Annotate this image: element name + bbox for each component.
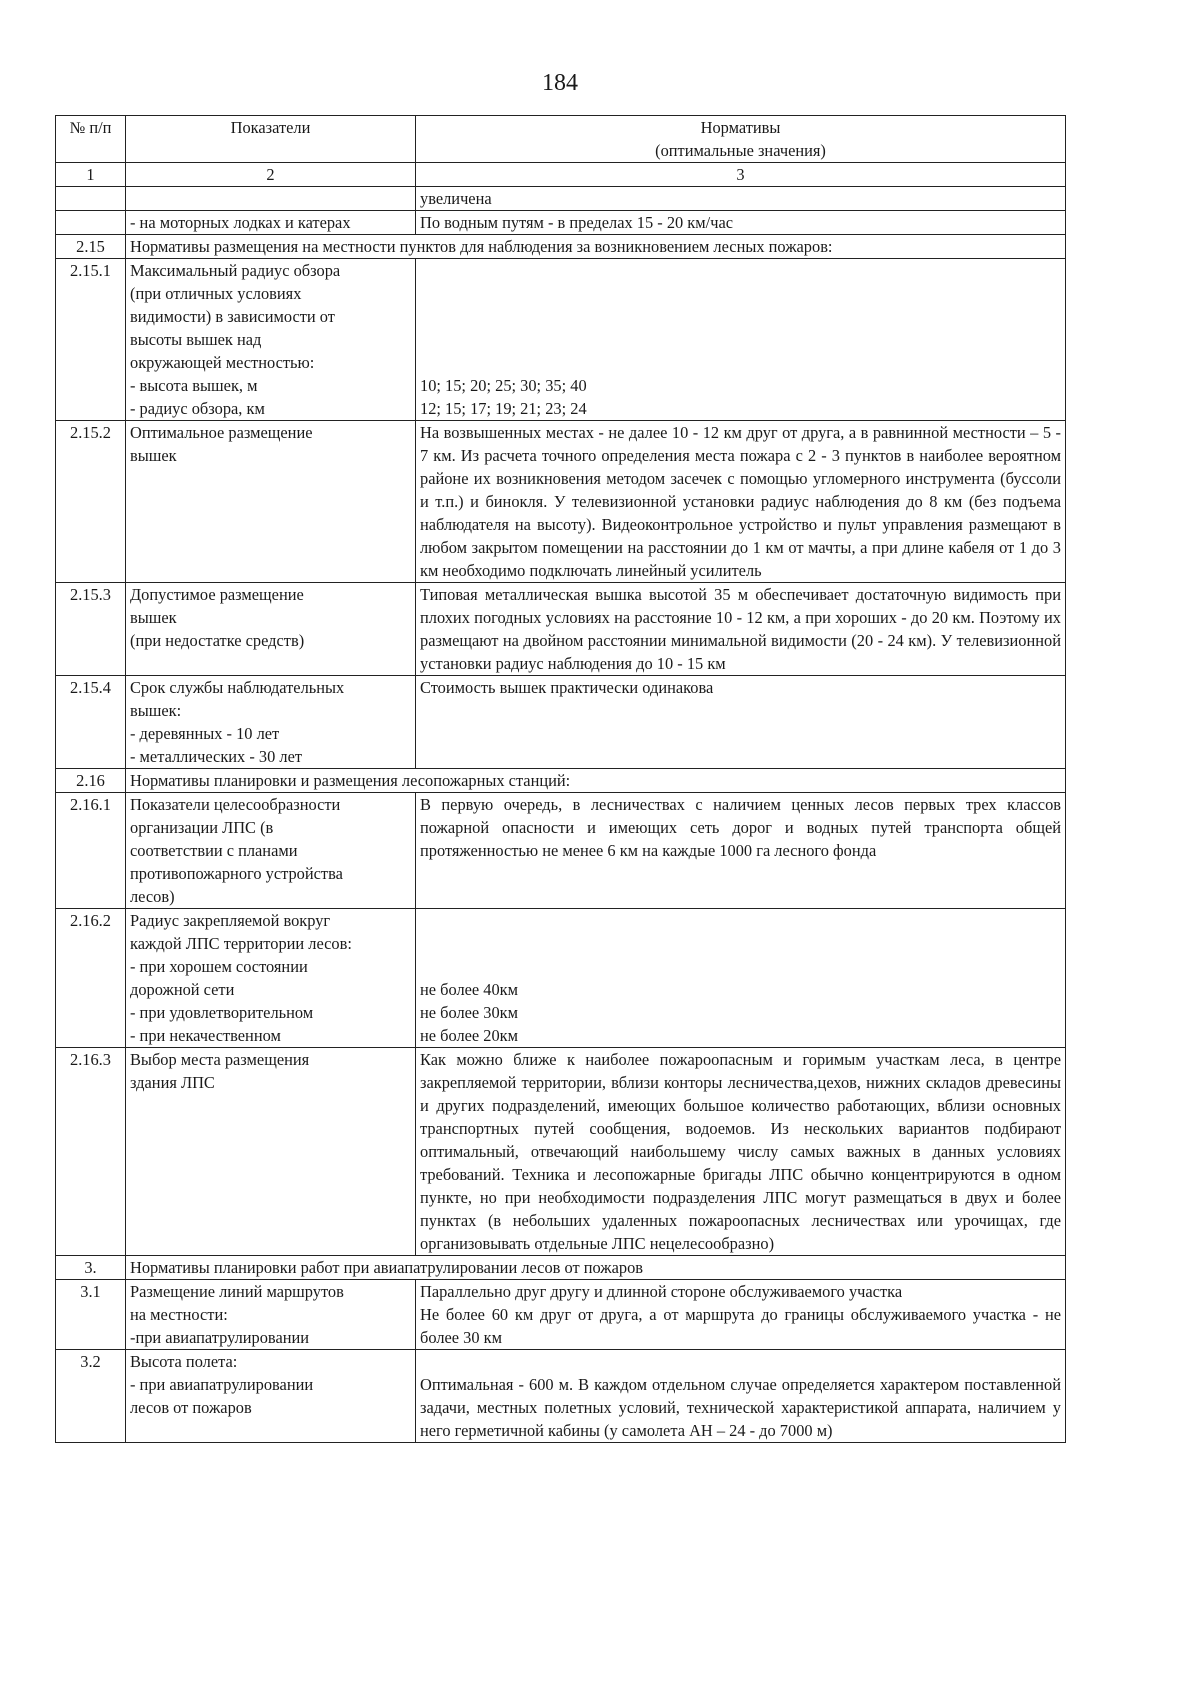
row-number bbox=[56, 187, 126, 211]
indicator-line: соответствии с планами bbox=[130, 841, 298, 860]
indicator-line: здания ЛПС bbox=[130, 1073, 215, 1092]
row-indicator: - на моторных лодках и катерах bbox=[126, 211, 416, 235]
table-row bbox=[56, 583, 1066, 676]
header-col-num: № п/п bbox=[56, 116, 126, 163]
row-number: 2.15.1 bbox=[56, 259, 126, 421]
indicator-line: вышек bbox=[130, 446, 177, 465]
indicator-line: высоты вышек над bbox=[130, 330, 262, 349]
norm-paragraph: Не более 60 км друг от друга, а от маршрута до границы обслуживаемого участка - не более 30 км bbox=[420, 1305, 1061, 1347]
header-col-norms bbox=[416, 116, 1066, 163]
indicator-line: видимости) в зависимости от bbox=[130, 307, 335, 326]
indicator-line: Показатели целесообразности bbox=[130, 795, 341, 814]
indicator-line: лесов от пожаров bbox=[130, 1398, 252, 1417]
index-row bbox=[56, 163, 1066, 187]
norm-line: не более 40км bbox=[420, 980, 519, 999]
row-norm: По водным путям - в пределах 15 - 20 км/час bbox=[416, 211, 1066, 235]
indicator-line: Допустимое размещение bbox=[130, 585, 304, 604]
norm-line: не более 20км bbox=[420, 1026, 519, 1045]
indicator-line: - при удовлетворительном bbox=[130, 1003, 314, 1022]
row-indicator bbox=[126, 421, 416, 583]
indicator-line: (при отличных условиях bbox=[130, 284, 302, 303]
norm-line: не более 30км bbox=[420, 1003, 519, 1022]
table-row bbox=[56, 259, 1066, 421]
row-indicator bbox=[126, 583, 416, 676]
table-row bbox=[56, 1350, 1066, 1443]
row-indicator bbox=[126, 1048, 416, 1256]
indicator-line: - высота вышек, м bbox=[130, 376, 258, 395]
indicator-line: (при недостатке средств) bbox=[130, 631, 305, 650]
index-3: 3 bbox=[416, 163, 1066, 187]
norm-line: Параллельно друг другу и длинной стороне обслуживаемого участка bbox=[420, 1282, 903, 1301]
indicator-line: -при авиапатрулировании bbox=[130, 1328, 310, 1347]
indicator-line: Радиус закрепляемой вокруг bbox=[130, 911, 331, 930]
row-indicator bbox=[126, 793, 416, 909]
norm-paragraph: Оптимальная - 600 м. В каждом отдельном случае определяется характером поставленной задачи, местных полетных условий, технической характеристикой аппарата, наличием у него герметичной кабины (у самолета АН – 24 - до 7000 м) bbox=[420, 1375, 1061, 1440]
row-indicator bbox=[126, 259, 416, 421]
header-col-indicators: Показатели bbox=[126, 116, 416, 163]
index-1: 1 bbox=[56, 163, 126, 187]
indicator-line: вышек bbox=[130, 608, 177, 627]
section-title: Нормативы планировки работ при авиапатрулировании лесов от пожаров bbox=[126, 1256, 1066, 1280]
section-title: Нормативы планировки и размещения лесопожарных станций: bbox=[126, 769, 1066, 793]
indicator-line: дорожной сети bbox=[130, 980, 235, 999]
row-number: 2.16.3 bbox=[56, 1048, 126, 1256]
norms-table bbox=[55, 115, 1066, 1443]
indicator-line: Оптимальное размещение bbox=[130, 423, 313, 442]
row-indicator bbox=[126, 1280, 416, 1350]
row-number: 2.15.4 bbox=[56, 676, 126, 769]
row-norm: На возвышенных местах - не далее 10 - 12 км друг от друга, а в равнинной местности – 5 - 7 км. Из расчета точного определения места пожара с 2 - 3 пунктов в наиболее вероятном районе их возникновения методом засечек с помощью угломерного инструмента (буссоли и т.п.) и бинокля. У телевизионной установки радиус наблюдения до 8 км (без подъема наблюдателя на высоту). Видеоконтрольное устройство и пульт управления размещают в любом закрытом помещении на расстоянии до 1 км от мачты, а при длине кабеля от 1 до 3 км необходимо подключать линейный усилитель bbox=[416, 421, 1066, 583]
row-indicator bbox=[126, 187, 416, 211]
section-row bbox=[56, 235, 1066, 259]
page-number: 184 bbox=[542, 70, 578, 96]
table-row bbox=[56, 676, 1066, 769]
row-number: 2.16.2 bbox=[56, 909, 126, 1048]
section-row bbox=[56, 1256, 1066, 1280]
indicator-line: окружающей местностью: bbox=[130, 353, 315, 372]
indicator-line: на местности: bbox=[130, 1305, 228, 1324]
indicator-line: организации ЛПС (в bbox=[130, 818, 274, 837]
indicator-line: противопожарного устройства bbox=[130, 864, 343, 883]
indicator-line: Срок службы наблюдательных bbox=[130, 678, 345, 697]
row-number: 3.1 bbox=[56, 1280, 126, 1350]
indicator-line: - при некачественном bbox=[130, 1026, 281, 1045]
indicator-line: Выбор места размещения bbox=[130, 1050, 310, 1069]
row-number: 2.15.3 bbox=[56, 583, 126, 676]
row-norm bbox=[416, 1350, 1066, 1443]
row-norm: увеличена bbox=[416, 187, 1066, 211]
row-indicator bbox=[126, 1350, 416, 1443]
indicator-line: - при хорошем состоянии bbox=[130, 957, 308, 976]
table-row bbox=[56, 187, 1066, 211]
row-number: 2.16 bbox=[56, 769, 126, 793]
table-row bbox=[56, 1048, 1066, 1256]
row-norm: Стоимость вышек практически одинакова bbox=[416, 676, 1066, 769]
row-norm bbox=[416, 909, 1066, 1048]
indicator-line: Максимальный радиус обзора bbox=[130, 261, 341, 280]
row-number: 3.2 bbox=[56, 1350, 126, 1443]
row-indicator bbox=[126, 676, 416, 769]
row-number: 3. bbox=[56, 1256, 126, 1280]
row-norm bbox=[416, 259, 1066, 421]
row-norm: Как можно ближе к наиболее пожароопасным и горимым участкам леса, в центре закрепляемой территории, вблизи конторы лесничества,цехов, нижних складов древесины и других подразделений, имеющих большое количество работающих, вблизи основных транспортных путей сообщения, водоемов. Из нескольких вариантов подбирают оптимальный, отвечающий наибольшему числу самых важных в данных условиях требований. Техника и лесопожарные бригады ЛПС обычно концентрируются в одном пункте, но при необходимости подразделения ЛПС могут размещаться в двух и более пунктах (в небольших удаленных пожароопасных лесничествах или урочищах, где организовывать отдельные ЛПС нецелесообразно) bbox=[416, 1048, 1066, 1256]
row-norm: В первую очередь, в лесничествах с наличием ценных лесов первых трех классов пожарной опасности и имеющих сеть дорог и водных путей транспорта общей протяженностью не менее 6 км на каждые 1000 га лесного фонда bbox=[416, 793, 1066, 909]
row-number: 2.16.1 bbox=[56, 793, 126, 909]
section-title: Нормативы размещения на местности пунктов для наблюдения за возникновением лесных пожаров: bbox=[126, 235, 1066, 259]
indicator-line: - радиус обзора, км bbox=[130, 399, 265, 418]
row-number: 2.15 bbox=[56, 235, 126, 259]
norm-line: 12; 15; 17; 19; 21; 23; 24 bbox=[420, 399, 587, 418]
row-norm bbox=[416, 1280, 1066, 1350]
indicator-line: лесов) bbox=[130, 887, 175, 906]
table-row bbox=[56, 421, 1066, 583]
row-number bbox=[56, 211, 126, 235]
table-row bbox=[56, 793, 1066, 909]
indicator-line: вышек: bbox=[130, 701, 182, 720]
table-row bbox=[56, 1280, 1066, 1350]
indicator-line: - деревянных - 10 лет bbox=[130, 724, 280, 743]
header-row bbox=[56, 116, 1066, 163]
row-number: 2.15.2 bbox=[56, 421, 126, 583]
indicator-line: Размещение линий маршрутов bbox=[130, 1282, 344, 1301]
indicator-line: - при авиапатрулировании bbox=[130, 1375, 314, 1394]
index-2: 2 bbox=[126, 163, 416, 187]
table-row bbox=[56, 909, 1066, 1048]
row-indicator bbox=[126, 909, 416, 1048]
header-norms-subtitle: (оптимальные значения) bbox=[655, 141, 826, 160]
indicator-line: - металлических - 30 лет bbox=[130, 747, 303, 766]
indicator-line: каждой ЛПС территории лесов: bbox=[130, 934, 352, 953]
row-norm: Типовая металлическая вышка высотой 35 м обеспечивает достаточную видимость при плохих погодных условиях на расстояние 10 - 12 км, а при хороших - до 20 км. Поэтому их размещают на двойном расстоянии минимальной видимости (20 - 24 км). У телевизионной установки радиус наблюдения до 10 - 15 км bbox=[416, 583, 1066, 676]
section-row bbox=[56, 769, 1066, 793]
table-row bbox=[56, 211, 1066, 235]
indicator-line: Высота полета: bbox=[130, 1352, 238, 1371]
header-norms-title: Нормативы bbox=[700, 118, 781, 137]
norm-line: 10; 15; 20; 25; 30; 35; 40 bbox=[420, 376, 587, 395]
